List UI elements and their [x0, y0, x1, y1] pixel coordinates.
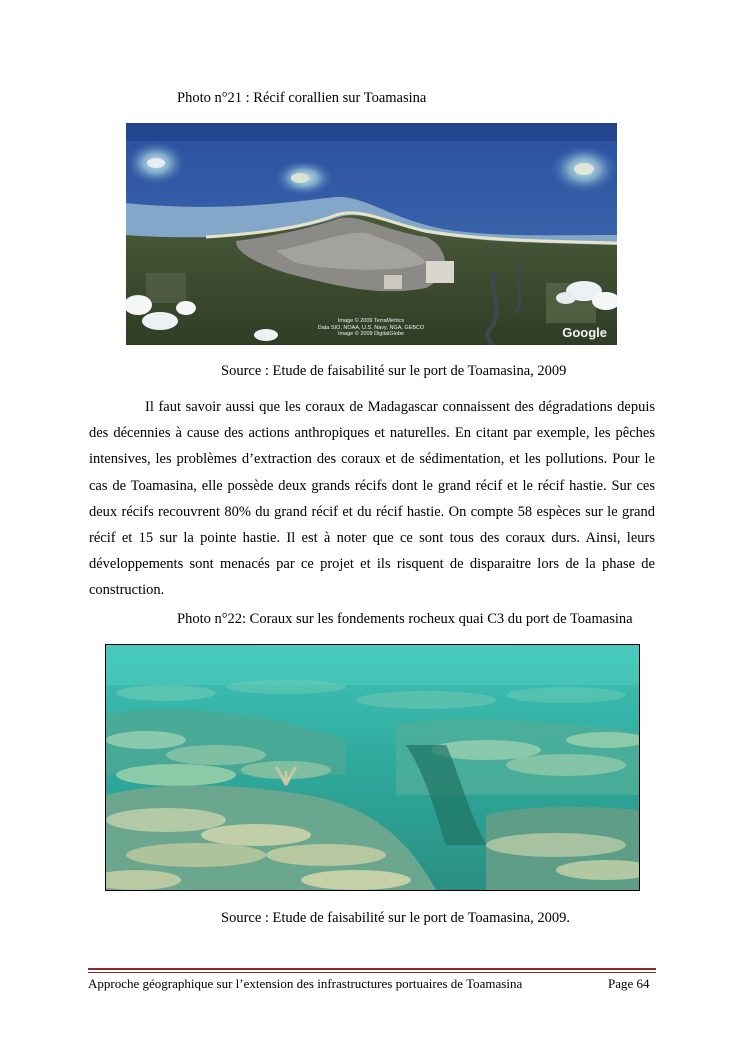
page-number: Page 64 [608, 976, 650, 991]
footer-rule [88, 968, 656, 970]
underwater-coral-photo [105, 644, 640, 891]
satellite-reef-photo [126, 123, 617, 345]
body-paragraph-block [89, 394, 655, 604]
credit-line: Image © 2009 DigitalGlobe [337, 331, 405, 337]
photo-22-caption: Photo n°22: Coraux sur les fondements rocheux quai C3 du port de Toamasina [177, 611, 633, 627]
footer-rule-thin [88, 972, 656, 973]
credit-line: Data SIO, NOAA, U.S. Navy, NGA, GEBCO [317, 324, 425, 331]
google-logo: Google [562, 325, 607, 340]
photo-22-source: Source : Etude de faisabilité sur le port de Toamasina, 2009. [221, 910, 571, 926]
imagery-credit [306, 318, 436, 338]
credit-line: Image © 2009 TerraMetrics [337, 318, 405, 324]
photo-21-source: Source : Etude de faisabilité sur le port de Toamasina, 2009 [221, 363, 567, 379]
photo-21-caption: Photo n°21 : Récif corallien sur Toamasina [177, 90, 427, 106]
footer-title: Approche géographique sur l’extension des infrastructures portuaires de Toamasina [88, 976, 523, 991]
body-paragraph: Il faut savoir aussi que les coraux de Madagascar connaissent des dégradations depuis des décennies à cause des actions anthropiques et naturelles. En citant par exemple, les pêches intensives, les problèmes d’extraction des coraux et de sédimentation, et les pollutions. Pour le cas de Toamasina, elle possède deux grands récifs dont le grand récif et le récif hastie. Sur ces deux récifs recouvrent 80% du grand récif et du récif hastie. On compte 58 espèces sur le grand récif et 15 sur la pointe hastie. Il est à noter que ce sont tous des coraux durs. Ainsi, leurs développements sont menacés par ce projet et ils risquent de disparaitre lors de la phase de construction. [89, 399, 655, 599]
